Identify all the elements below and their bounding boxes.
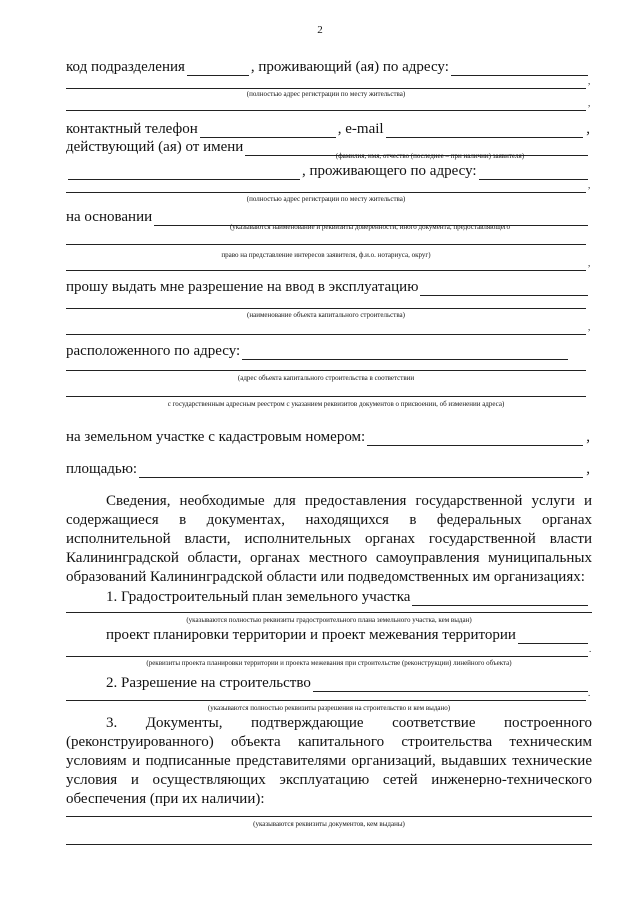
principal-name-field-2[interactable] — [68, 165, 300, 180]
item1b-row — [106, 624, 590, 644]
residing-label: , проживающий (ая) по адресу: — [250, 59, 449, 75]
page-number: 2 — [317, 24, 323, 36]
phone-label: контактный телефон — [66, 121, 198, 137]
subdivision-label: код подразделения — [66, 59, 185, 75]
cadastral-row — [66, 426, 590, 446]
acting-label: действующий (ая) от имени — [66, 139, 244, 155]
item3-hint: (указываются реквизиты документов, кем выданы) — [253, 820, 405, 828]
request-label: прошу выдать мне разрешение на ввод в эксплуатацию — [66, 279, 419, 295]
request-row — [66, 276, 590, 296]
comma-mark: , — [586, 429, 590, 445]
item1b-line-2[interactable] — [66, 656, 588, 657]
item2-hint: (указываются полностью реквизиты разрешения на строительство и кем выдано) — [207, 704, 451, 712]
object-address-hint-1: (адрес объекта капитального строительства в соответствии — [237, 374, 415, 382]
item1b-label: проект планировки территории и проект межевания территории — [106, 627, 516, 643]
item2-line-2[interactable] — [66, 700, 586, 701]
item3-line-2[interactable] — [66, 844, 592, 845]
principal-address-line-2[interactable] — [66, 192, 586, 193]
item2-field[interactable] — [313, 677, 588, 692]
comma-mark: , — [588, 258, 591, 268]
object-address-line-3[interactable] — [66, 396, 586, 397]
principal-address-field-1[interactable] — [479, 165, 588, 180]
comma-mark: , — [588, 322, 591, 332]
subdivision-code-field[interactable] — [187, 61, 249, 76]
object-address-line-2[interactable] — [66, 370, 586, 371]
object-address-hint-2: с государственным адресным реестром с указанием реквизитов документов о присвоении, об изменении адреса) — [167, 400, 505, 408]
basis-line-3[interactable] — [66, 270, 586, 271]
basis-hint-2: право на представление интересов заявителя, ф.и.о. нотариуса, округ) — [221, 251, 431, 259]
registration-hint: (полностью адрес регистрации по месту жительства) — [246, 90, 406, 98]
item1-label: 1. Градостроительный план земельного участка — [106, 589, 411, 605]
item2-row — [106, 672, 590, 692]
object-name-line-3[interactable] — [66, 334, 586, 335]
comma-mark: , — [588, 76, 591, 86]
area-label: площадью: — [66, 461, 138, 477]
cadastral-number-field[interactable] — [367, 431, 583, 446]
basis-label: на основании — [66, 209, 153, 225]
item1b-hint: (реквизиты проекта планировки территории и проекта межевания при строительстве (реконструкции) линейного объекта) — [146, 659, 512, 667]
address-line-2[interactable] — [66, 88, 586, 89]
item1-field[interactable] — [412, 591, 588, 606]
comma-mark: , — [586, 121, 590, 137]
item1-line-2[interactable] — [66, 612, 592, 613]
comma-mark: , — [586, 461, 590, 477]
residing2-label: , проживающего по адресу: — [302, 163, 477, 179]
object-address-field-1[interactable] — [242, 345, 568, 360]
address-field-1[interactable] — [451, 61, 588, 76]
basis-line-2[interactable] — [66, 244, 586, 245]
located-label: расположенного по адресу: — [66, 343, 241, 359]
comma-mark: , — [588, 98, 591, 108]
object-name-line-2[interactable] — [66, 308, 586, 309]
item2-label: 2. Разрешение на строительство — [106, 675, 311, 691]
period-mark: . — [589, 644, 592, 654]
object-name-hint: (наименование объекта капитального строительства) — [247, 311, 405, 319]
contact-row — [66, 118, 590, 138]
area-field[interactable] — [139, 463, 583, 478]
object-name-field-1[interactable] — [420, 281, 588, 296]
residing2-row — [66, 160, 590, 180]
area-row — [66, 458, 590, 478]
item3-paragraph: 3. Документы, подтверждающие соответствие построенного (реконструированного) объекта капитального строительства техническим условиям и подписанные представителями организаций, выдавших технические условия и осуществляющих эксплуатацию сетей инженерно-технического обеспечения (при их наличии): — [66, 715, 592, 807]
item1-hint: (указываются полностью реквизиты градостроительного плана земельного участка, кем выдан) — [186, 616, 472, 624]
address-line-3[interactable] — [66, 110, 586, 111]
comma-mark: , — [588, 180, 591, 190]
info-paragraph: Сведения, необходимые для предоставления государственной услуги и содержащиеся в документах, находящихся в федеральных органах исполнительной власти, исполнительных органах государственной власти Калининградской области, органах местного самоуправления муниципальных образований Калининградской области или подведомственных им организациях: — [66, 493, 592, 585]
cadastral-label: на земельном участке с кадастровым номером: — [66, 429, 366, 445]
principal-name-hint: (фамилия, имя, отчество (последнее – при наличии) заявителя) — [335, 152, 525, 160]
email-label: , e-mail — [337, 121, 384, 137]
item1b-field[interactable] — [518, 629, 588, 644]
basis-hint-1: (указываются наименование и реквизиты доверенности, иного документа, предоставляющего — [229, 223, 511, 231]
period-mark: . — [588, 688, 591, 698]
registration-hint-2: (полностью адрес регистрации по месту жительства) — [246, 195, 406, 203]
item3-line-1[interactable] — [66, 816, 592, 817]
located-row — [66, 340, 590, 360]
item1-row — [106, 586, 590, 606]
subdivision-row — [66, 56, 590, 76]
